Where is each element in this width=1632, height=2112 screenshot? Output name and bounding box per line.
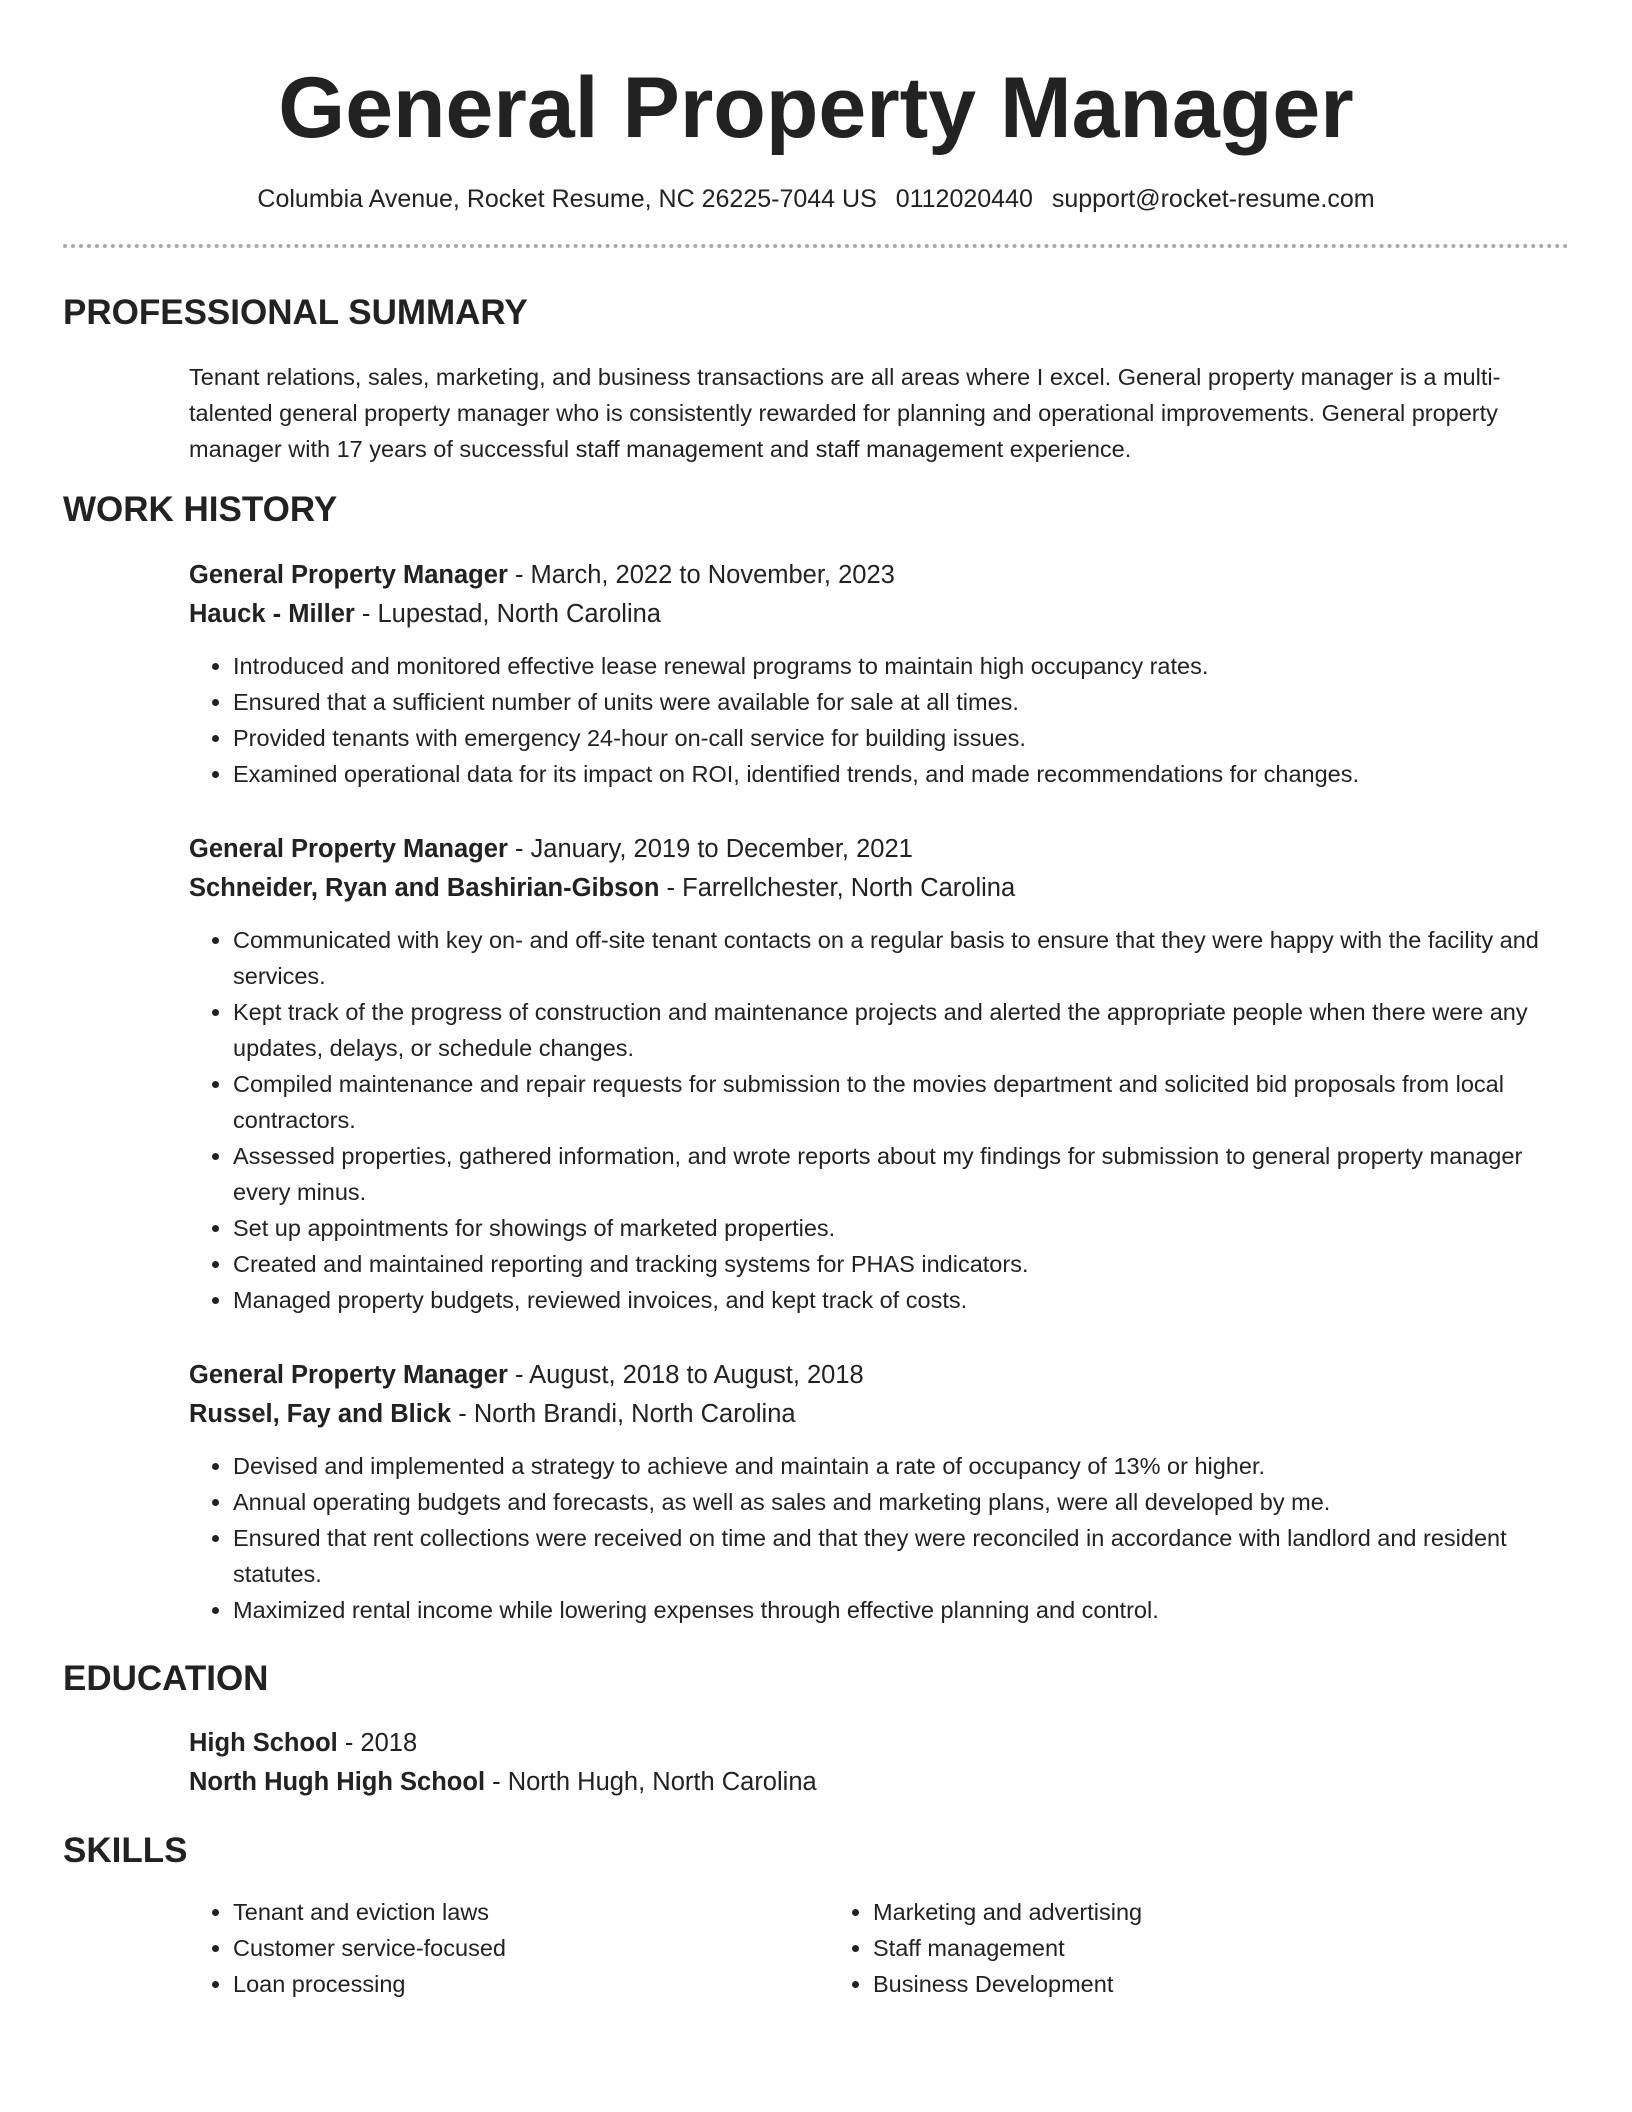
- job-role-line: [189, 1356, 1569, 1395]
- education-year: - 2018: [337, 1729, 418, 1757]
- list-item: • Assessed properties, gathered information, and wrote reports about my findings for submission to general property manager every minus.: [233, 1138, 1569, 1210]
- skills-column-left: [189, 1894, 829, 2002]
- skill-item: • Tenant and eviction laws: [233, 1894, 829, 1930]
- list-item: • Created and maintained reporting and tracking systems for PHAS indicators.: [233, 1246, 1569, 1282]
- list-item: • Kept track of the progress of construction and maintenance projects and alerted the appropriate people when there were any updates, delays, or schedule changes.: [233, 994, 1569, 1066]
- summary-section: [189, 359, 1569, 467]
- skills-grid: [189, 1894, 1569, 2002]
- skill-item: • Customer service-focused: [233, 1930, 829, 1966]
- job-location: - Lupestad, North Carolina: [354, 600, 661, 628]
- job-dates: - August, 2018 to August, 2018: [507, 1361, 864, 1389]
- job-entry: [189, 830, 1569, 1318]
- job-company: Russel, Fay and Blick: [189, 1400, 452, 1428]
- job-role: General Property Manager: [189, 561, 508, 589]
- skills-section: [189, 1894, 1569, 2002]
- contact-email[interactable]: support@rocket-resume.com: [1051, 185, 1375, 213]
- work-history-section: [189, 556, 1569, 1628]
- job-dates: - March, 2022 to November, 2023: [507, 561, 895, 589]
- job-role: General Property Manager: [189, 1361, 508, 1389]
- job-company: Hauck - Miller: [189, 600, 355, 628]
- education-degree: High School: [189, 1729, 338, 1757]
- job-company-line: [189, 595, 1569, 634]
- education-location: - North Hugh, North Carolina: [485, 1768, 817, 1796]
- header-divider: [63, 244, 1569, 248]
- education-school-line: [189, 1763, 1569, 1802]
- job-entry: [189, 556, 1569, 792]
- job-company-line: [189, 1395, 1569, 1434]
- resume-name: General Property Manager: [278, 60, 1354, 156]
- list-item: • Communicated with key on- and off-site tenant contacts on a regular basis to ensure that they were happy with the facility and services.: [233, 922, 1569, 994]
- list-item: • Set up appointments for showings of marketed properties.: [233, 1210, 1569, 1246]
- list-item: • Ensured that a sufficient number of units were available for sale at all times.: [233, 684, 1569, 720]
- skills-column-right: [829, 1894, 1469, 2002]
- list-item: • Annual operating budgets and forecasts, as well as sales and marketing plans, were all developed by me.: [233, 1484, 1569, 1520]
- section-title-work-history: WORK HISTORY: [63, 490, 338, 529]
- job-bullets: [189, 922, 1569, 1318]
- list-item: • Devised and implemented a strategy to achieve and maintain a rate of occupancy of 13% or higher.: [233, 1448, 1569, 1484]
- list-item: • Provided tenants with emergency 24-hour on-call service for building issues.: [233, 720, 1569, 756]
- list-item: • Maximized rental income while lowering expenses through effective planning and control.: [233, 1592, 1569, 1628]
- job-bullets: [189, 648, 1569, 792]
- list-item: • Examined operational data for its impact on ROI, identified trends, and made recommendations for changes.: [233, 756, 1569, 792]
- job-role-line: [189, 556, 1569, 595]
- section-title-education: EDUCATION: [63, 1659, 269, 1698]
- list-item: • Compiled maintenance and repair requests for submission to the movies department and solicited bid proposals from local contractors.: [233, 1066, 1569, 1138]
- job-location: - North Brandi, North Carolina: [451, 1400, 796, 1428]
- list-item: • Ensured that rent collections were received on time and that they were reconciled in accordance with landlord and resident statutes.: [233, 1520, 1569, 1592]
- skill-item: • Loan processing: [233, 1966, 829, 2002]
- job-entry: [189, 1356, 1569, 1628]
- skill-item: • Staff management: [873, 1930, 1469, 1966]
- education-school: North Hugh High School: [189, 1768, 486, 1796]
- contact-phone: 0112020440: [895, 185, 1033, 213]
- education-section: [189, 1724, 1569, 1802]
- summary-text: Tenant relations, sales, marketing, and business transactions are all areas where I excel. General property manager is a multi-talented general property manager who is consistently rewarded for planning and operational improvements. General property manager with 17 years of successful staff management and staff management experience.: [189, 364, 1501, 462]
- contact-address: Columbia Avenue, Rocket Resume, NC 26225-7044 US: [257, 185, 877, 213]
- section-title-summary: PROFESSIONAL SUMMARY: [63, 293, 528, 332]
- list-item: • Managed property budgets, reviewed invoices, and kept track of costs.: [233, 1282, 1569, 1318]
- job-company: Schneider, Ryan and Bashirian-Gibson: [189, 874, 660, 902]
- job-location: - Farrellchester, North Carolina: [659, 874, 1016, 902]
- list-item: • Introduced and monitored effective lease renewal programs to maintain high occupancy rates.: [233, 648, 1569, 684]
- contact-line: [63, 182, 1569, 216]
- education-degree-line: [189, 1724, 1569, 1763]
- job-dates: - January, 2019 to December, 2021: [507, 835, 913, 863]
- section-title-skills: SKILLS: [63, 1831, 188, 1870]
- job-bullets: [189, 1448, 1569, 1628]
- skill-item: • Business Development: [873, 1966, 1469, 2002]
- job-role-line: [189, 830, 1569, 869]
- skill-item: • Marketing and advertising: [873, 1894, 1469, 1930]
- job-company-line: [189, 869, 1569, 908]
- job-role: General Property Manager: [189, 835, 508, 863]
